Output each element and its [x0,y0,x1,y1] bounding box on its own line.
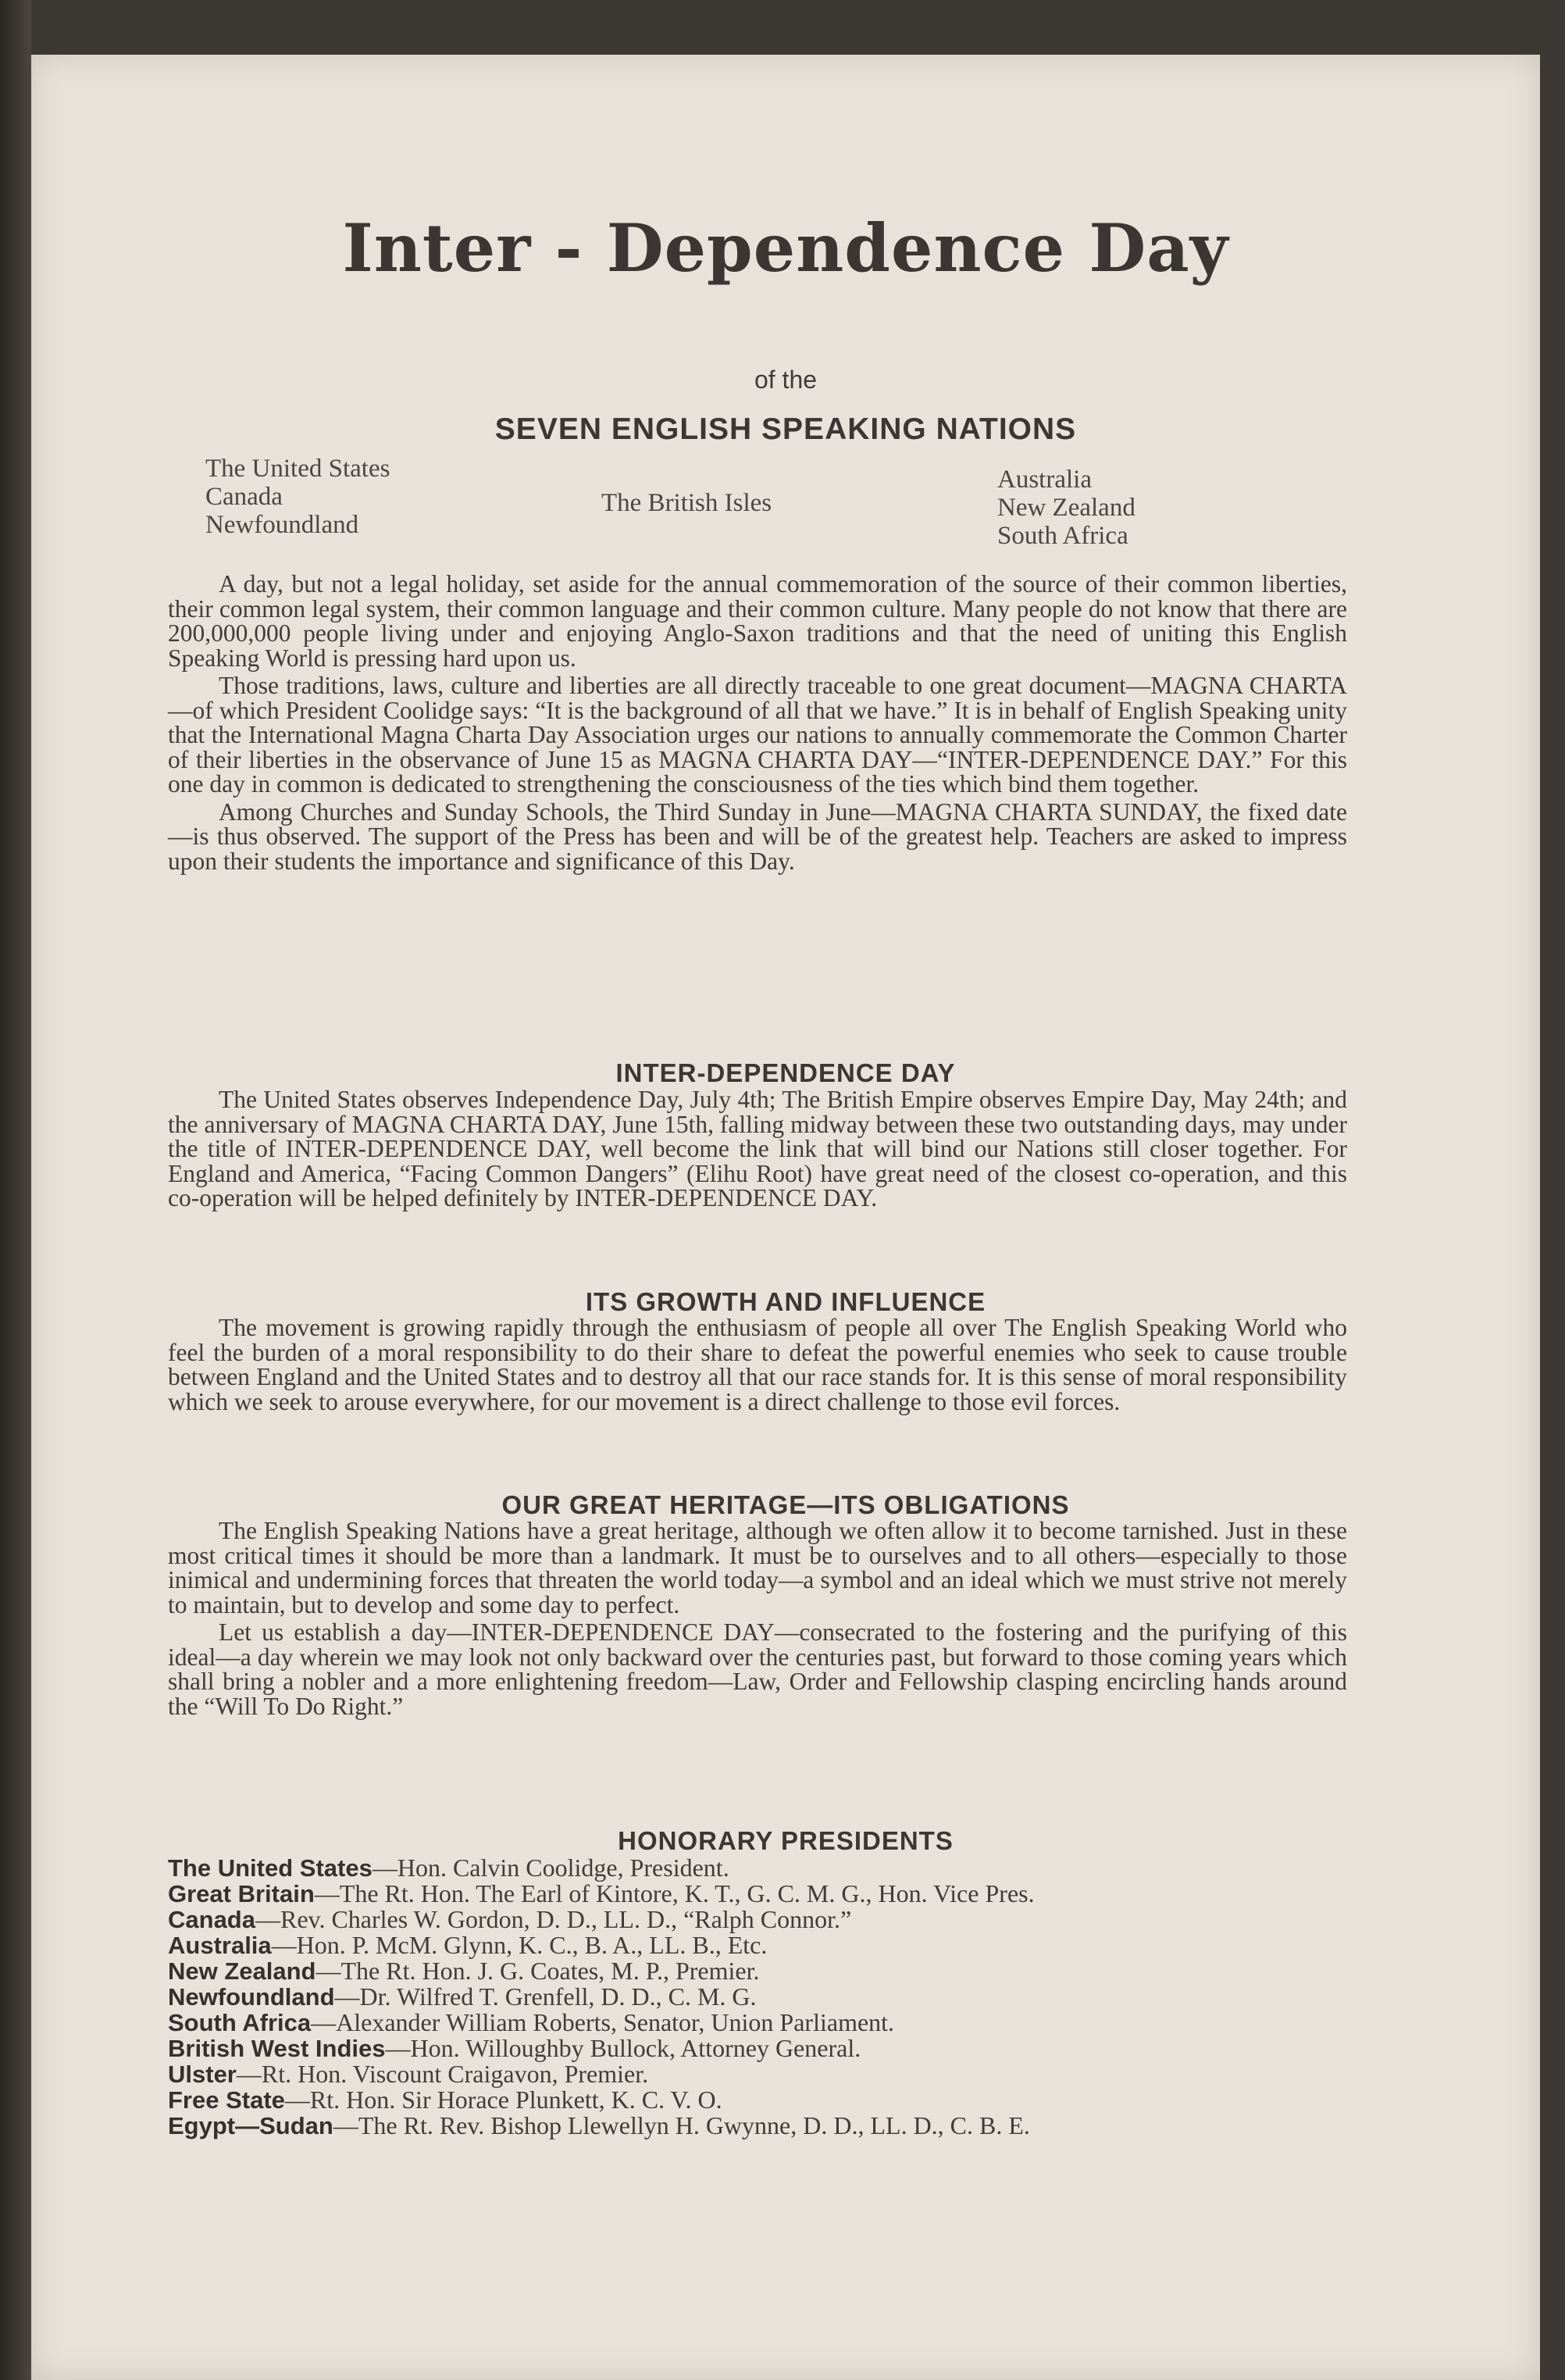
nations-heading: SEVEN ENGLISH SPEAKING NATIONS [494,412,1077,446]
president-name: —Hon. Willoughby Bullock, Attorney General. [385,2034,861,2062]
president-entry [168,1881,1386,1907]
president-name: —The Rt. Hon. J. G. Coates, M. P., Premier. [315,1957,760,1985]
nations-middle-column [601,489,772,517]
president-entry [168,2113,1386,2139]
president-country: Great Britain [168,1880,315,1907]
president-country: Newfoundland [168,1983,335,2011]
nations-left-column [205,455,390,539]
president-entry [168,2061,1386,2087]
intro-text [168,572,1347,873]
nation-name: New Zealand [997,494,1135,522]
president-country: Ulster [168,2061,237,2088]
nations-right-column [997,466,1135,550]
president-name: —Hon. P. McM. Glynn, K. C., B. A., LL. B., Etc. [271,1931,768,1959]
president-entry [168,1907,1386,1932]
president-name: —Rev. Charles W. Gordon, D. D., LL. D., “Ralph Connor.” [255,1905,852,1933]
president-name: —Alexander William Roberts, Senator, Union Parliament. [311,2008,895,2036]
nation-name: The British Isles [601,489,772,517]
intro-paragraph: Those traditions, laws, culture and liberties are all directly traceable to one great document—MAGNA CHARTA—of which President Coolidge says: “It is the background of all that we have.” It is in behalf of English Speaking unity that the International Magna Charta Day Association urges our nations to annually commemorate the Common Charter of their liberties in the observance of June 15 as MAGNA CHARTA DAY—“INTER-DEPENDENCE DAY.” For this one day in common is dedicated to strengthening the consciousness of the ties which bind them together. [168,672,1347,797]
president-country: Egypt—Sudan [168,2112,333,2139]
section-paragraph: The United States observes Independence Day, July 4th; The British Empire observes Empire Day, May 24th; and the anniversary of MAGNA CHARTA DAY, June 15th, falling midway between these two outstanding days, may under the title of INTER-DEPENDENCE DAY, well become the link that will bind our Nations still closer together. For England and America, “Facing Common Dangers” (Elihu Root) have great need of the closest co-operation, and this co-operation will be helped definitely by INTER-DEPENDENCE DAY. [168,1086,1347,1211]
president-name: —Dr. Wilfred T. Grenfell, D. D., C. M. G. [334,1982,757,2011]
section-heading-presidents: HONORARY PRESIDENTS [618,1826,954,1855]
scan-edge [0,0,31,2380]
section-paragraph: The movement is growing rapidly through the enthusiasm of people all over The English Speaking World who feel the burden of a moral responsibility to do their share to defeat the powerful enemies who seek to cause trouble between England and the United States and to destroy all that our race stands for. It is this sense of moral responsibility which we seek to arouse everywhere, for our movement is a direct challenge to those evil forces. [168,1314,1347,1415]
section-heading-heritage: OUR GREAT HERITAGE—ITS OBLIGATIONS [501,1490,1070,1519]
nation-name: Newfoundland [205,511,359,539]
president-name: —Rt. Hon. Sir Horace Plunkett, K. C. V. O. [284,2086,722,2114]
president-entry [168,2036,1386,2061]
section-heading-interdependence: INTER-DEPENDENCE DAY [615,1058,956,1087]
nation-name: South Africa [997,522,1128,550]
president-country: New Zealand [168,1957,316,1985]
section-text-heritage [168,1518,1347,1718]
page-title: Inter - Dependence Day [342,209,1229,287]
nation-name: Australia [997,466,1092,494]
nation-name: Canada [205,483,283,511]
president-entry [168,2087,1386,2113]
president-name: —Rt. Hon. Viscount Craigavon, Premier. [236,2060,649,2088]
president-country: Canada [168,1906,255,1933]
president-country: Free State [168,2086,285,2114]
section-text-growth [168,1315,1347,1414]
nation-name: The United States [205,455,390,483]
president-entry [168,2010,1386,2036]
page-subtitle: of the [754,366,818,394]
president-entry [168,1984,1386,2010]
document-page [31,55,1540,2380]
president-entry [168,1958,1386,1984]
president-entry [168,1855,1386,1881]
president-country: South Africa [168,2009,312,2036]
president-name: —Hon. Calvin Coolidge, President. [372,1854,729,1882]
honorary-presidents-list [168,1855,1386,2139]
intro-paragraph: Among Churches and Sunday Schools, the Third Sunday in June—MAGNA CHARTA SUNDAY, the fixed date—is thus observed. The support of the Press has been and will be of the greatest help. Teachers are asked to impress upon their students the importance and significance of this Day. [168,797,1347,875]
president-country: The United States [168,1854,373,1882]
section-paragraph: Let us establish a day—INTER-DEPENDENCE DAY—consecrated to the fostering and the purifying of this ideal—a day wherein we may look not only backward over the centuries past, but forward to those coming years which shall bring a nobler and a more enlightening freedom—Law, Order and Fellowship clasping encircling hands around the “Will To Do Right.” [168,1618,1347,1720]
president-name: —The Rt. Hon. The Earl of Kintore, K. T., G. C. M. G., Hon. Vice Pres. [314,1879,1035,1907]
president-entry [168,1932,1386,1958]
section-text-interdependence [168,1087,1347,1211]
president-name: —The Rt. Rev. Bishop Llewellyn H. Gwynne, D. D., LL. D., C. B. E. [333,2111,1030,2139]
section-paragraph: The English Speaking Nations have a great heritage, although we often allow it to become tarnished. Just in these most critical times it should be more than a landmark. It must be to ourselves and to all others—especially to those inimical and undermining forces that threaten the world today—a symbol and an ideal which we must strive not merely to maintain, but to develop and some day to perfect. [168,1517,1347,1618]
president-country: British West Indies [168,2035,386,2062]
section-heading-growth: ITS GROWTH AND INFLUENCE [585,1287,986,1316]
president-country: Australia [168,1932,272,1959]
intro-paragraph: A day, but not a legal holiday, set aside for the annual commemoration of the source of their common liberties, their common legal system, their common language and their common culture. Many people do not know that there are 200,000,000 people living under and enjoying Anglo-Saxon traditions and that the need of uniting this English Speaking World is pressing hard upon us. [168,570,1347,672]
